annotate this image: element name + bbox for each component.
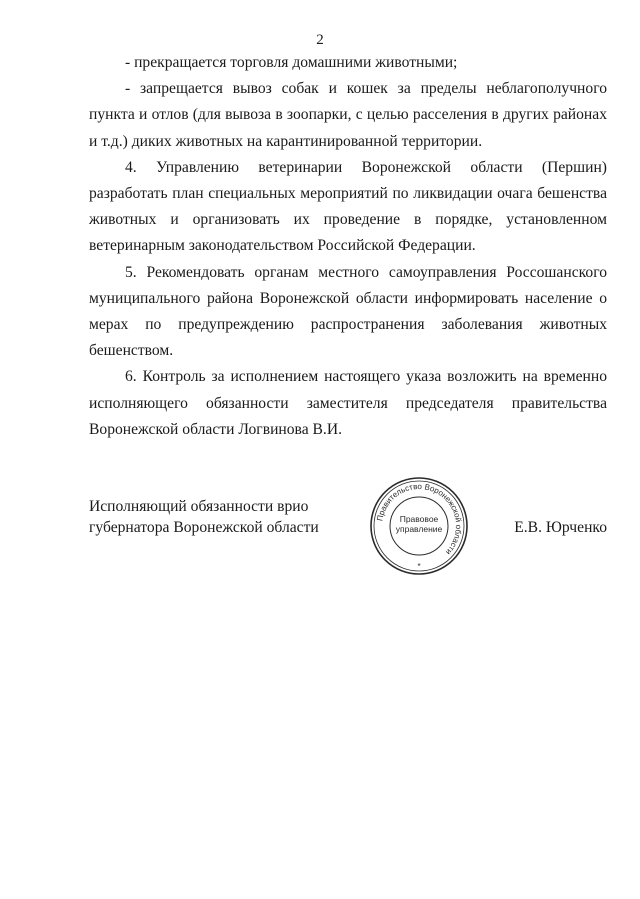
stamp-ring-text: Правительство Воронежской области	[375, 481, 464, 557]
document-body	[89, 50, 607, 443]
page-number: 2	[316, 32, 324, 48]
signature-block	[89, 476, 607, 586]
paragraph-item-5: 5. Рекомендовать органам местного самоуправления Россошанского муниципального района Воронежской области информировать население о мерах по предупреждению распространения заболевания животных бешенством.	[89, 263, 607, 360]
paragraph-export-ban: - запрещается вывоз собак и кошек за пределы неблагополучного пункта и отлов (для вывоза в зоопарки, с целью расселения в других районах и т.д.) диких животных на карантинированной территории.	[89, 80, 607, 150]
signer-position	[89, 496, 349, 538]
paragraph-item-4: 4. Управлению ветеринарии Воронежской области (Першин) разработать план специальных мероприятий по ликвидации очага бешенства животных и организовать их проведение в порядке, установленном ветеринарным законодательством Российской Федерации.	[89, 158, 607, 255]
paragraph-item-6: 6. Контроль за исполнением настоящего указа возложить на временно исполняющего обязанности заместителя председателя правительства Воронежской области Логвинова В.И.	[89, 368, 607, 438]
signer-position-line1: Исполняющий обязанности врио	[89, 498, 309, 515]
stamp-center-line2: управление	[395, 524, 443, 534]
stamp-star-mark: *	[417, 562, 421, 571]
official-stamp	[369, 476, 469, 576]
signer-position-line2: губернатора Воронежской области	[89, 519, 319, 536]
stamp-center-text	[369, 514, 469, 534]
stamp-center-line1: Правовое	[399, 514, 439, 524]
signer-name: Е.В. Юрченко	[514, 519, 607, 536]
paragraph-trade-ban: - прекращается торговля домашними животными;	[125, 54, 458, 71]
